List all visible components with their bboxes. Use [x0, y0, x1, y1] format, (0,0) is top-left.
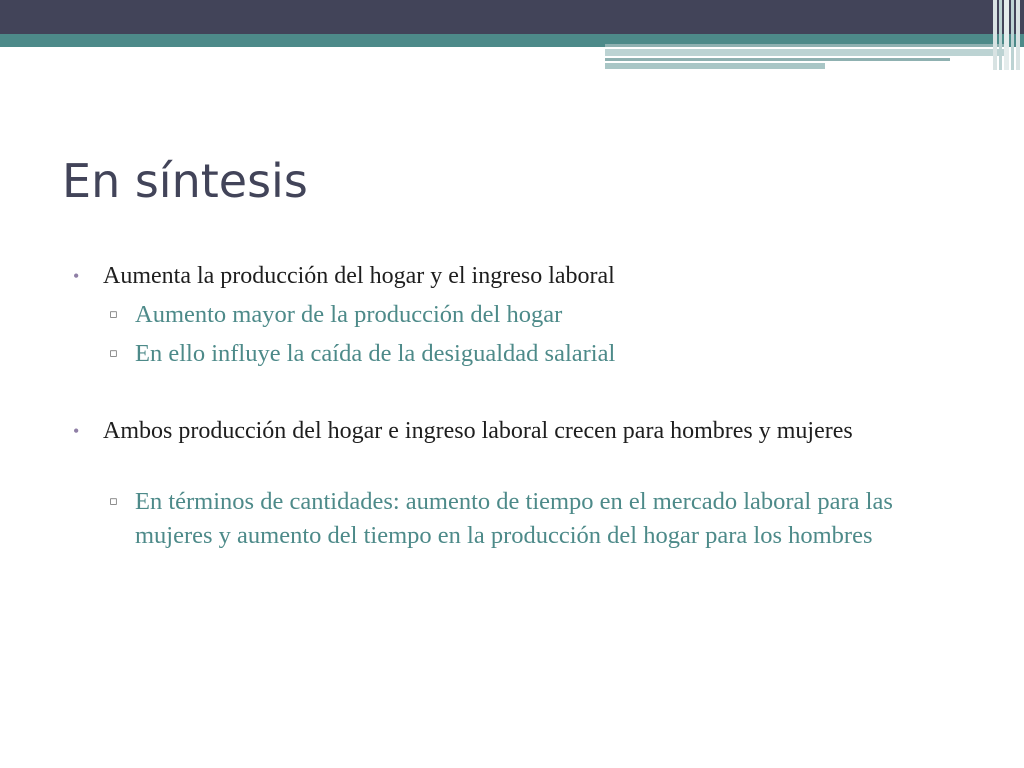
- header-decoration: [0, 0, 1024, 80]
- slide-title: En síntesis: [62, 154, 308, 208]
- sub-bullet-text: En términos de cantidades: aumento de tiempo en el mercado laboral para las mujeres y aumento del tiempo en la producción del hogar para los hombres: [135, 488, 893, 549]
- sub-bullet-text: En ello influye la caída de la desigualdad salarial: [135, 340, 616, 367]
- bullet-marker-icon: •: [73, 421, 80, 441]
- sub-bullet-marker-icon: ▫: [109, 346, 118, 361]
- bullet-text: Ambos producción del hogar e ingreso laboral crecen para hombres y mujeres: [103, 418, 853, 444]
- bullet-item: [73, 260, 973, 292]
- sub-bullet-marker-icon: ▫: [109, 494, 118, 509]
- bullet-marker-icon: •: [73, 266, 80, 286]
- sub-bullet-item: [109, 485, 955, 553]
- bullet-item: [73, 415, 963, 447]
- sub-bullet-item: [109, 298, 975, 332]
- sub-bullet-text: Aumento mayor de la producción del hogar: [135, 301, 563, 328]
- bullet-text: Aumenta la producción del hogar y el ingreso laboral: [103, 263, 615, 289]
- sub-bullet-item: [109, 337, 975, 371]
- sub-bullet-marker-icon: ▫: [109, 307, 118, 322]
